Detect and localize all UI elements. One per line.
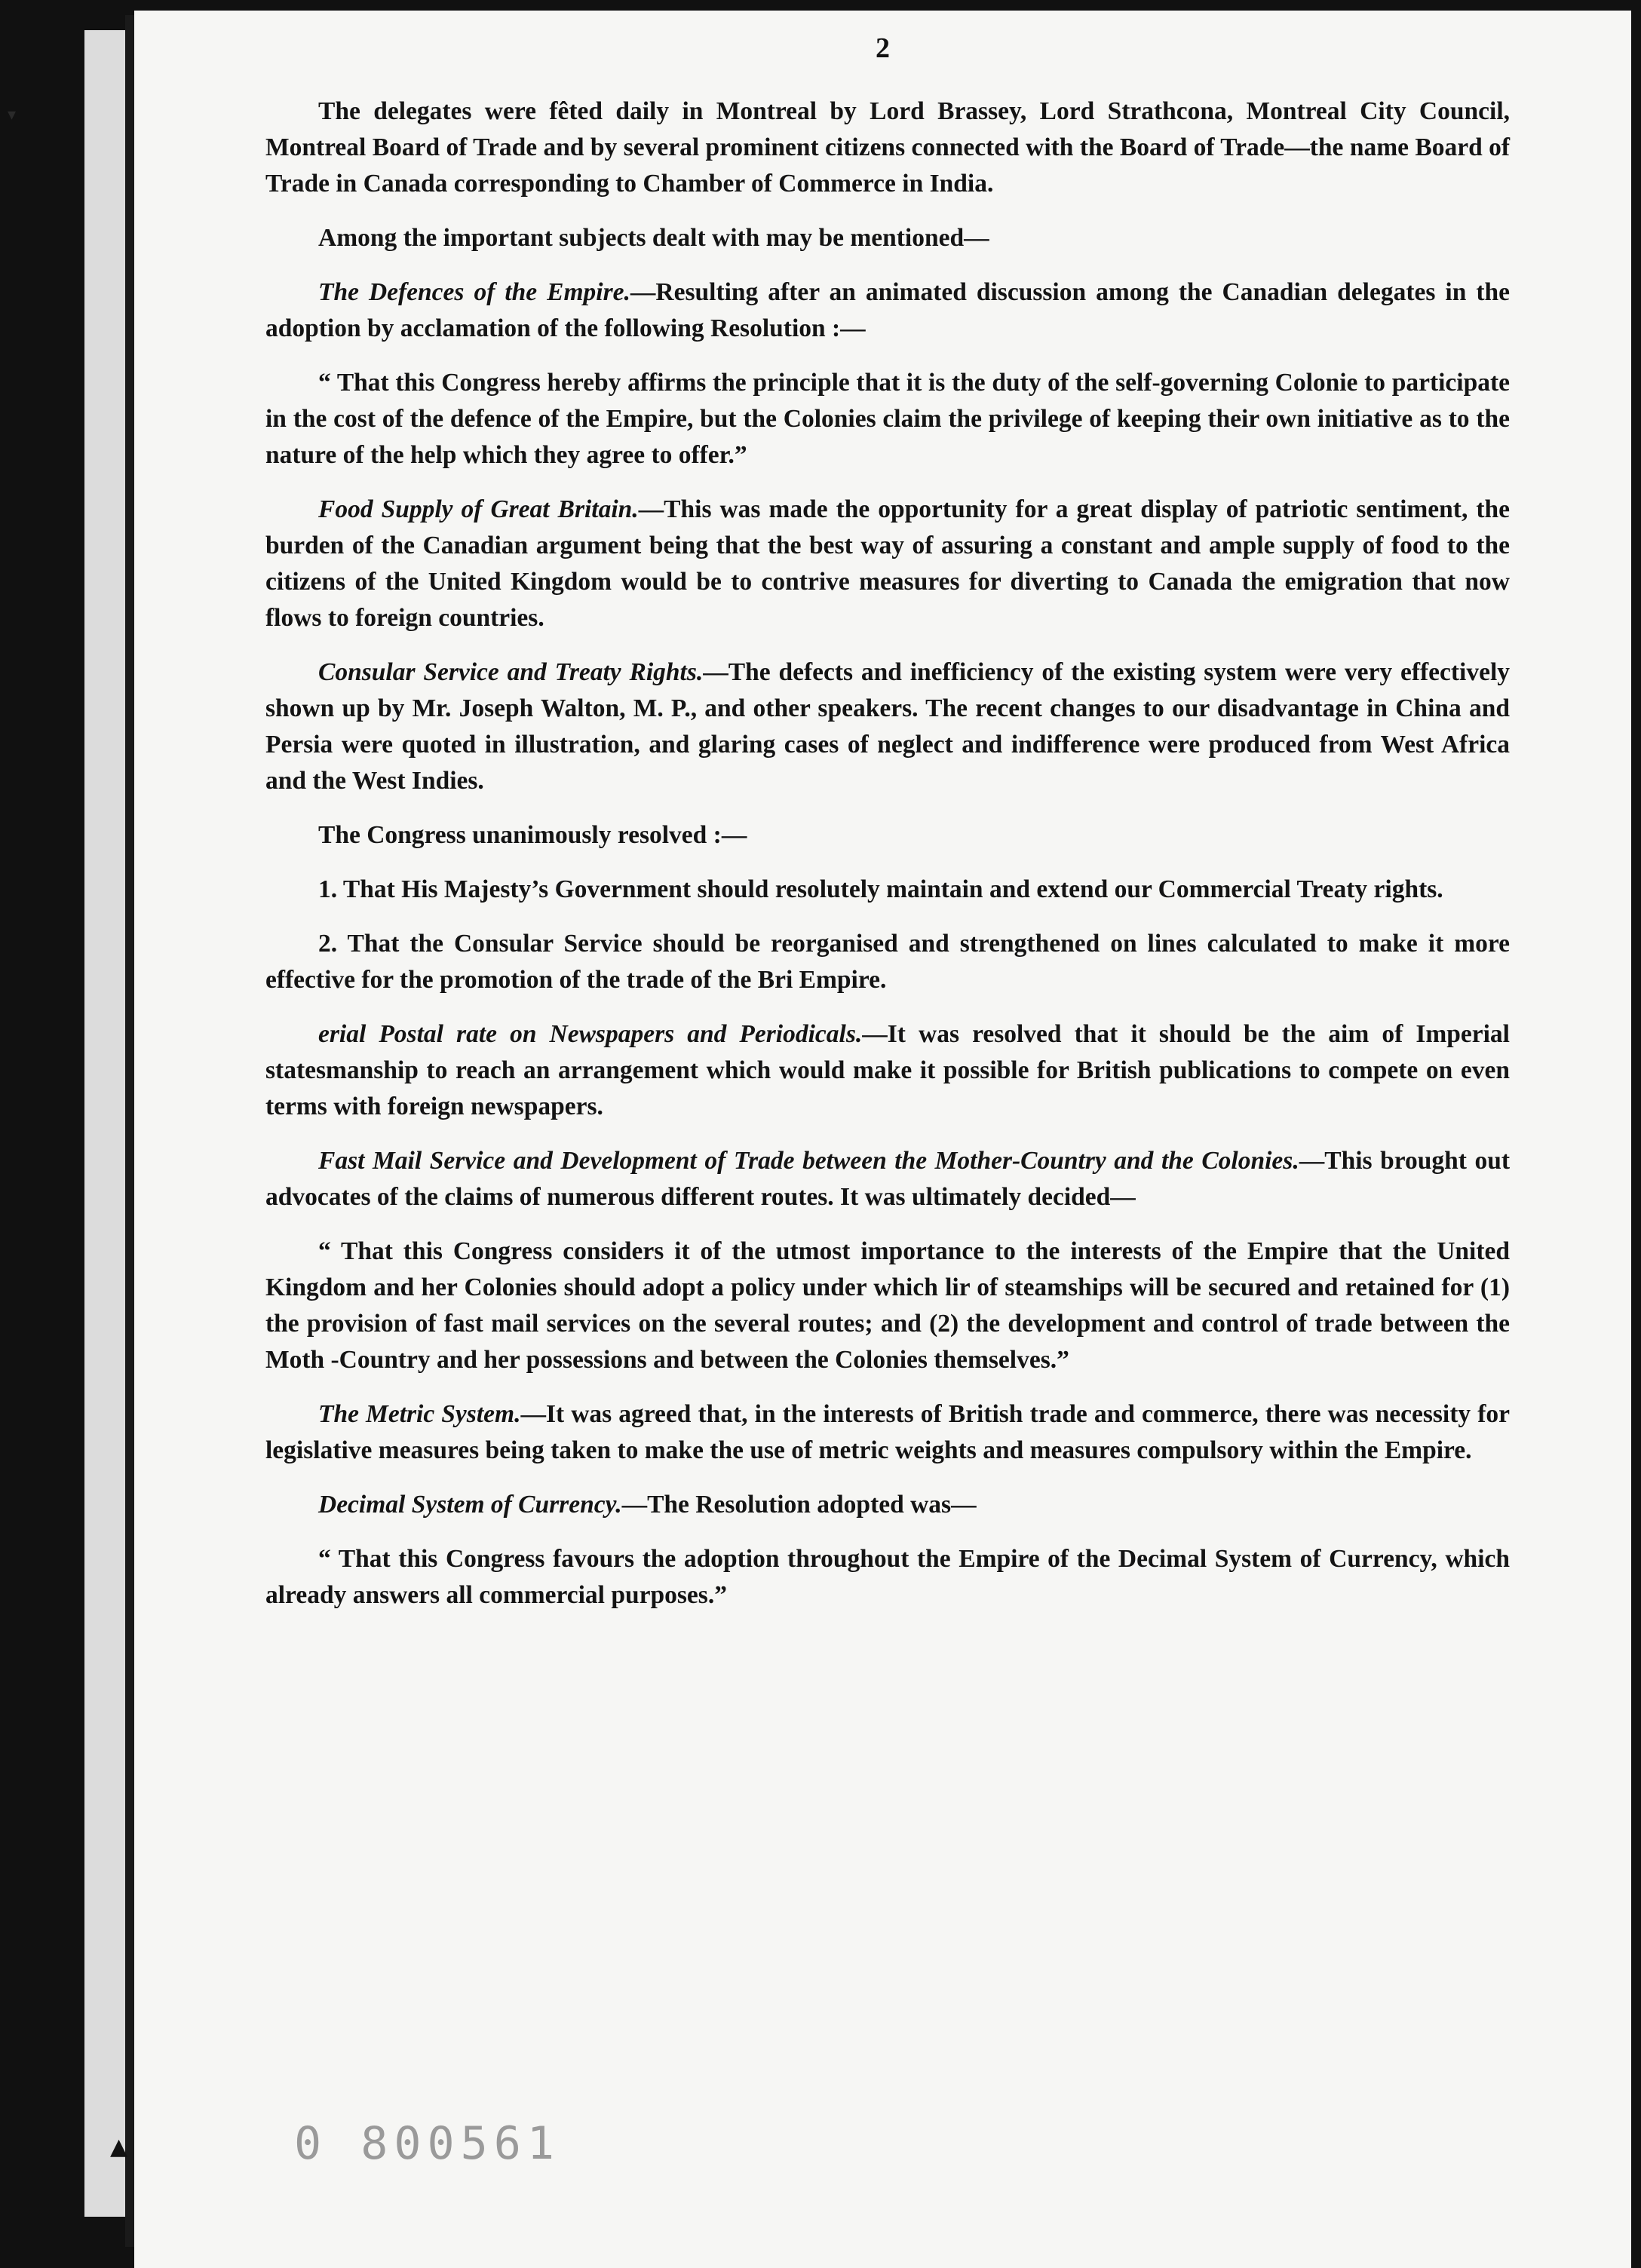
- document-page: [134, 11, 1631, 2268]
- paragraph-text: —This brought out advocates of the claims of numerous different routes. It was ultimately decided—: [265, 1147, 1510, 1211]
- section-heading: Food Supply of Great Britain.: [318, 495, 639, 523]
- paragraph-text: 2. That the Consular Service should be reorganised and strengthened on lines calculated to make it more effective for the promotion of the trade of the Bri Empire.: [265, 930, 1510, 994]
- paragraph: [265, 1143, 1510, 1215]
- paragraph-text: 1. That His Majesty’s Government should resolutely maintain and extend our Commercial Treaty rights.: [318, 875, 1443, 903]
- paragraph-text: “ That this Congress favours the adoption throughout the Empire of the Decimal System of Currency, which already answers all commercial purposes.”: [265, 1545, 1510, 1609]
- paragraph-text: Among the important subjects dealt with may be mentioned—: [318, 224, 989, 252]
- resolution-quote: [265, 1234, 1510, 1378]
- paragraph-text: The Congress unanimously resolved :—: [318, 821, 747, 849]
- section-heading: The Metric System.: [318, 1400, 521, 1428]
- section-heading: Fast Mail Service and Development of Trade between the Mother-Country and the Colonies.: [318, 1147, 1299, 1175]
- paragraph-text: “ That this Congress hereby affirms the principle that it is the duty of the self-governing Colonie to participate in the cost of the defence of the Empire, but the Colonies claim the privilege of keeping their own initiative as to the nature of the help which they agree to offer.”: [265, 369, 1510, 469]
- scan-margin-strip: [84, 30, 128, 2217]
- paragraph-text: —Resulting after an animated discussion among the Canadian delegates in the adoption by acclamation of the following Resolution :—: [265, 278, 1510, 342]
- paragraph: [265, 654, 1510, 799]
- document-body: [265, 93, 1510, 1632]
- page-number: 2: [876, 32, 890, 64]
- paragraph-text: “ That this Congress considers it of the utmost importance to the interests of the Empire that the United Kingdom and her Colonies should adopt a policy under which lir of steamships will be secured and retained for (1) the provision of fast mail services on the several routes; and (2) the development and control of trade between the Moth -Country and her possessions and between the Colonies themselves.”: [265, 1237, 1510, 1374]
- scan-speck: ▾: [8, 106, 17, 124]
- page-edge-shadow: [125, 15, 134, 2247]
- paragraph: [265, 817, 1510, 854]
- paragraph: [265, 1487, 1510, 1523]
- numbered-resolution: [265, 926, 1510, 998]
- paragraph-text: —It was resolved that it should be the aim of Imperial statesmanship to reach an arrangement which would make it possible for British publications to compete on even terms with foreign newspapers.: [265, 1020, 1510, 1120]
- paragraph-text: —The defects and inefficiency of the existing system were very effectively shown up by Mr. Joseph Walton, M. P., and other speakers. The recent changes to our disadvantage in China and Persia were quoted in illustration, and glaring cases of neglect and indifference were produced from West Africa and the West Indies.: [265, 658, 1511, 795]
- section-heading: The Defences of the Empire.: [318, 278, 630, 306]
- paragraph: [265, 93, 1510, 202]
- paragraph: [265, 492, 1510, 636]
- paragraph-text: —This was made the opportunity for a great display of patriotic sentiment, the burden of the Canadian argument being that the best way of assuring a constant and ample supply of food to the citizens of the United Kingdom would be to contrive measures for diverting to Canada the emigration that now flows to foreign countries.: [265, 495, 1510, 632]
- scan-speck: ▲: [110, 2134, 128, 2160]
- section-heading: Consular Service and Treaty Rights.: [318, 658, 704, 686]
- archive-reference-stamp: 0 800561: [294, 2117, 560, 2170]
- paragraph: [265, 220, 1510, 256]
- paragraph-text: The delegates were fêted daily in Montreal by Lord Brassey, Lord Strathcona, Montreal City Council, Montreal Board of Trade and by several prominent citizens connected with the Board of Trade—the name Board of Trade in Canada corresponding to Chamber of Commerce in India.: [265, 97, 1510, 198]
- paragraph: [265, 274, 1510, 347]
- paragraph: [265, 1016, 1510, 1125]
- section-heading: erial Postal rate on Newspapers and Periodicals.: [318, 1020, 863, 1048]
- paragraph-text: —The Resolution adopted was—: [621, 1491, 977, 1519]
- paragraph-text: —It was agreed that, in the interests of British trade and commerce, there was necessity for legislative measures being taken to make the use of metric weights and measures compulsory within the Empire.: [265, 1400, 1510, 1464]
- resolution-quote: [265, 1541, 1510, 1614]
- paragraph: [265, 1396, 1510, 1469]
- resolution-quote: [265, 365, 1510, 474]
- numbered-resolution: [265, 872, 1510, 908]
- section-heading: Decimal System of Currency.: [318, 1491, 622, 1519]
